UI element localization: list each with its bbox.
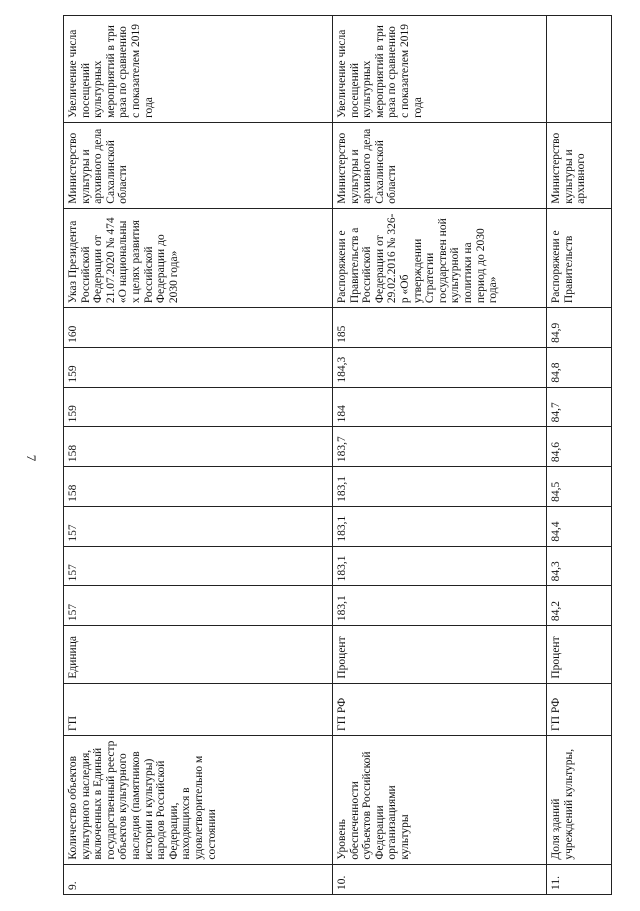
value-cell: 84,7 [547, 387, 612, 427]
expected-result: Увеличение числа посещений культурных мероприятий в три раза по сравнению с показателем 2019 года [333, 16, 547, 123]
responsible-executor: Министерство культуры и архивного дела Сахалинской области [333, 122, 547, 208]
value-cell: 84,2 [547, 586, 612, 626]
indicator-name: Доля зданий учреждений культуры, [547, 735, 612, 864]
value-cell: 183,1 [333, 506, 547, 546]
value-cell: 84,6 [547, 427, 612, 467]
indicator-source: ГП [64, 683, 333, 735]
indicator-unit: Процент [333, 626, 547, 684]
row-number: 11. [547, 864, 612, 894]
value-cell: 158 [64, 427, 333, 467]
value-cell: 84,4 [547, 506, 612, 546]
indicator-name: Уровень обеспеченности субъектов Российской Федерации организациями культуры [333, 735, 547, 864]
value-cell: 159 [64, 347, 333, 387]
table-row-10 [333, 16, 547, 895]
value-cell: 183,7 [333, 427, 547, 467]
indicator-source: ГП РФ [333, 683, 547, 735]
value-cell: 185 [333, 308, 547, 348]
value-cell: 157 [64, 586, 333, 626]
row-number: 9. [64, 864, 333, 894]
responsible-executor: Министерство культуры и архивного [547, 122, 612, 208]
regulatory-document: Распоряжени е Правительств [547, 208, 612, 307]
value-cell: 84,8 [547, 347, 612, 387]
value-cell: 183,1 [333, 467, 547, 507]
value-cell: 183,1 [333, 546, 547, 586]
indicators-table [63, 15, 612, 895]
indicator-source: ГП РФ [547, 683, 612, 735]
value-cell: 84,9 [547, 308, 612, 348]
value-cell: 157 [64, 506, 333, 546]
expected-result: Увеличение числа посещений культурных мероприятий в три раза по сравнению с показателем 2019 года [64, 16, 333, 123]
row-number: 10. [333, 864, 547, 894]
value-cell: 160 [64, 308, 333, 348]
indicator-name: Количество объектов культурного наследия, включенных в Единый государственный реестр объектов культурного наследия (памятников истории и культуры) народов Российской Федерации, находящихся в удовлетворительно м состоянии [64, 735, 333, 864]
value-cell: 183,1 [333, 586, 547, 626]
value-cell: 84,5 [547, 467, 612, 507]
value-cell: 157 [64, 546, 333, 586]
indicator-unit: Процент [547, 626, 612, 684]
regulatory-document: Распоряжени е Правительств а Российской Федерации от 29.02.2016 № 326-р «Об утверждении Стратегии государствен ной культурной политики на период до 2030 года» [333, 208, 547, 307]
rotated-table-wrapper [63, 15, 611, 895]
value-cell: 184 [333, 387, 547, 427]
value-cell: 84,3 [547, 546, 612, 586]
regulatory-document: Указ Президента Российской Федерации от 21.07.2020 № 474 «О национальны х целях развития Российской Федерации до 2030 года» [64, 208, 333, 307]
expected-result [547, 16, 612, 123]
table-row-9 [64, 16, 333, 895]
indicator-unit: Единица [64, 626, 333, 684]
value-cell: 184,3 [333, 347, 547, 387]
table-row-11 [547, 16, 612, 895]
value-cell: 158 [64, 467, 333, 507]
value-cell: 159 [64, 387, 333, 427]
responsible-executor: Министерство культуры и архивного дела Сахалинской области [64, 122, 333, 208]
page-number: 7 [24, 454, 39, 462]
